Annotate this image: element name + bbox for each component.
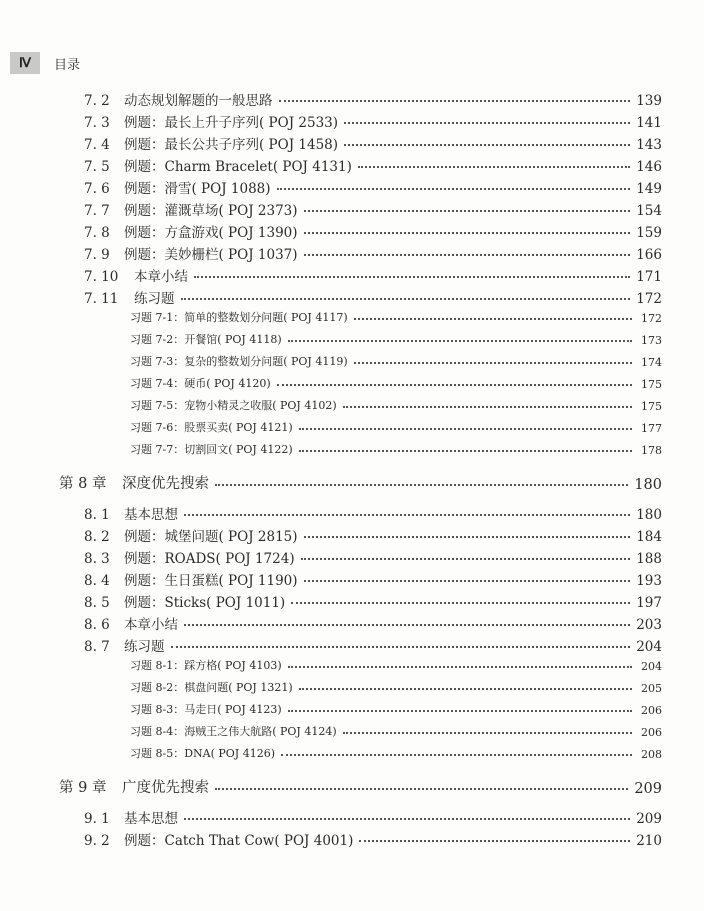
toc-entry-7-7[interactable]: 7. 7 例题：灌溉草场( POJ 2373) 154 — [84, 203, 662, 219]
toc-entry-7-9[interactable]: 7. 9 例题：美妙栅栏( POJ 1037) 166 — [84, 247, 662, 263]
toc-exercise-7-7[interactable]: 习题 7-7：切割回文( POJ 4122) 178 — [130, 443, 662, 457]
toc-entry-7-11[interactable]: 7. 11 练习题 172 — [84, 291, 662, 307]
toc-entry-8-7[interactable]: 8. 7 练习题 204 — [84, 639, 662, 655]
toc-entry-7-8[interactable]: 7. 8 例题：方盒游戏( POJ 1390) 159 — [84, 225, 662, 241]
toc-entry-8-6[interactable]: 8. 6 本章小结 203 — [84, 617, 662, 633]
page-number-badge: Ⅳ — [10, 52, 40, 74]
header-title: 目录 — [54, 57, 81, 73]
toc-entry-7-6[interactable]: 7. 6 例题：滑雪( POJ 1088) 149 — [84, 181, 662, 197]
toc-exercise-7-1[interactable]: 习题 7-1：简单的整数划分问题( POJ 4117) 172 — [130, 311, 662, 325]
toc-entry-8-2[interactable]: 8. 2 例题：城堡问题( POJ 2815) 184 — [84, 529, 662, 545]
toc-entry-8-3[interactable]: 8. 3 例题：ROADS( POJ 1724) 188 — [84, 551, 662, 567]
toc-exercise-7-2[interactable]: 习题 7-2：开餐馆( POJ 4118) 173 — [130, 333, 662, 347]
toc-entry-7-5[interactable]: 7. 5 例题：Charm Bracelet( POJ 4131) 146 — [84, 159, 662, 175]
toc-exercise-7-3[interactable]: 习题 7-3：复杂的整数划分问题( POJ 4119) 174 — [130, 355, 662, 369]
toc-entry-7-3[interactable]: 7. 3 例题：最长上升子序列( POJ 2533) 141 — [84, 115, 662, 131]
toc-entry-8-1[interactable]: 8. 1 基本思想 180 — [84, 507, 662, 523]
toc-entry-8-4[interactable]: 8. 4 例题：生日蛋糕( POJ 1190) 193 — [84, 573, 662, 589]
toc-entry-9-2[interactable]: 9. 2 例题：Catch That Cow( POJ 4001) 210 — [84, 833, 662, 849]
toc-exercise-7-5[interactable]: 习题 7-5：宠物小精灵之收服( POJ 4102) 175 — [130, 399, 662, 413]
toc-exercise-7-4[interactable]: 习题 7-4：硬币( POJ 4120) 175 — [130, 377, 662, 391]
toc-entry-8-5[interactable]: 8. 5 例题：Sticks( POJ 1011) 197 — [84, 595, 662, 611]
toc-exercise-8-3[interactable]: 习题 8-3：马走日( POJ 4123) 206 — [130, 703, 662, 717]
toc-exercise-8-5[interactable]: 习题 8-5：DNA( POJ 4126) 208 — [130, 747, 662, 761]
toc-entry-7-2[interactable]: 7. 2 动态规划解题的一般思路 139 — [84, 93, 662, 109]
toc-chapter-9[interactable]: 第 9 章 广度优先搜索 209 — [59, 780, 662, 797]
toc-exercise-7-6[interactable]: 习题 7-6：股票买卖( POJ 4121) 177 — [130, 421, 662, 435]
toc-entry-9-1[interactable]: 9. 1 基本思想 209 — [84, 811, 662, 827]
toc-exercise-8-2[interactable]: 习题 8-2：棋盘问题( POJ 1321) 205 — [130, 681, 662, 695]
toc-chapter-8[interactable]: 第 8 章 深度优先搜索 180 — [59, 476, 662, 493]
toc-entry-7-4[interactable]: 7. 4 例题：最长公共子序列( POJ 1458) 143 — [84, 137, 662, 153]
toc-exercise-8-1[interactable]: 习题 8-1：踩方格( POJ 4103) 204 — [130, 659, 662, 673]
toc-exercise-8-4[interactable]: 习题 8-4：海贼王之伟大航路( POJ 4124) 206 — [130, 725, 662, 739]
toc-entry-7-10[interactable]: 7. 10 本章小结 171 — [84, 269, 662, 285]
